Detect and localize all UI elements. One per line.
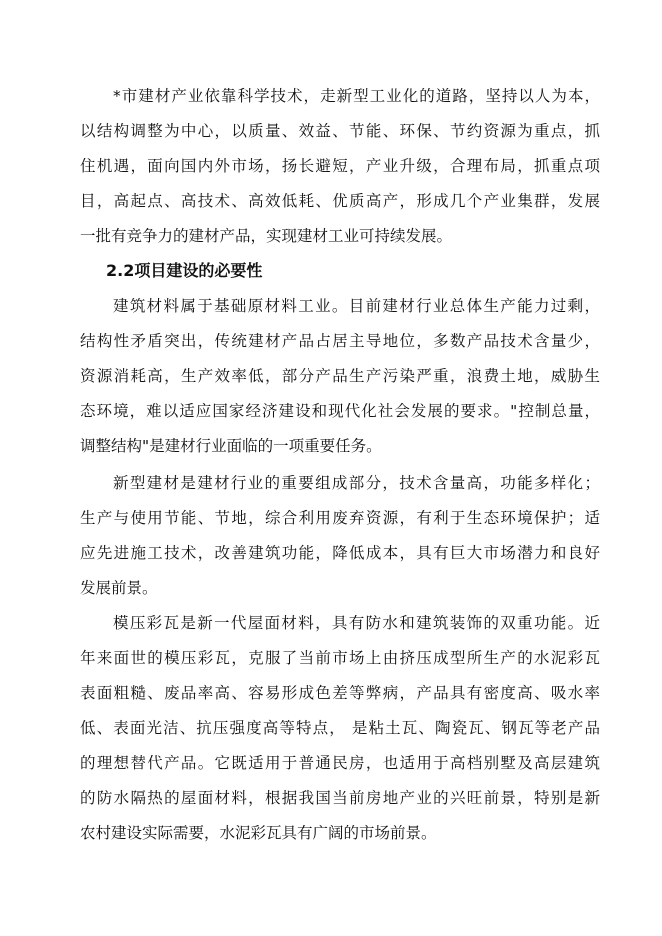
paragraph-3-line-2: 生产与使用节能、节地，综合利用废弃资源，有利于生态环境保护；适 bbox=[80, 509, 600, 527]
paragraph-2-line-4: 态环境，难以适应国家经济建设和现代化社会发展的要求。"控制总量， bbox=[80, 402, 600, 420]
paragraph-1-line-1: *市建材产业依靠科学技术，走新型工业化的道路，坚持以人为本， bbox=[113, 87, 600, 105]
paragraph-1-line-5: 一批有竞争力的建材产品，实现建材工业可持续发展。 bbox=[80, 227, 453, 245]
section-heading: 2.2项目建设的必要性 bbox=[106, 261, 263, 280]
paragraph-4-line-1: 模压彩瓦是新一代屋面材料，具有防水和建筑装饰的双重功能。近 bbox=[113, 614, 600, 632]
paragraph-1-line-3: 住机遇，面向国内外市场，扬长避短，产业升级，合理布局，抓重点项 bbox=[80, 157, 600, 175]
paragraph-1-line-2: 以结构调整为中心，以质量、效益、节能、环保、节约资源为重点，抓 bbox=[80, 122, 600, 140]
paragraph-4-line-7: 农村建设实际需要，水泥彩瓦具有广阔的市场前景。 bbox=[80, 824, 437, 842]
paragraph-1-line-4: 目，高起点、高技术、高效低耗、优质高产，形成几个产业集群，发展 bbox=[80, 192, 600, 210]
paragraph-2-line-3: 资源消耗高，生产效率低，部分产品生产污染严重，浪费土地，威胁生 bbox=[80, 367, 600, 385]
paragraph-4-line-6: 的防水隔热的屋面材料，根据我国当前房地产业的兴旺前景，特别是新 bbox=[80, 789, 600, 807]
paragraph-3-line-1: 新型建材是建材行业的重要组成部分，技术含量高，功能多样化； bbox=[113, 474, 600, 492]
paragraph-3-line-3: 应先进施工技术，改善建筑功能，降低成本，具有巨大市场潜力和良好 bbox=[80, 544, 600, 562]
paragraph-4-line-3: 表面粗糙、废品率高、容易形成色差等弊病，产品具有密度高、吸水率 bbox=[80, 684, 600, 702]
paragraph-4-line-4: 低、表面光洁、抗压强度高等特点， 是粘土瓦、陶瓷瓦、钢瓦等老产品 bbox=[80, 719, 600, 737]
paragraph-2-line-1: 建筑材料属于基础原材料工业。目前建材行业总体生产能力过剩， bbox=[113, 297, 600, 315]
paragraph-2-line-5: 调整结构"是建材行业面临的一项重要任务。 bbox=[80, 437, 382, 455]
paragraph-4-line-2: 年来面世的模压彩瓦，克服了当前市场上由挤压成型所生产的水泥彩瓦 bbox=[80, 649, 600, 667]
paragraph-2-line-2: 结构性矛盾突出，传统建材产品占居主导地位，多数产品技术含量少， bbox=[80, 332, 600, 350]
paragraph-3-line-4: 发展前景。 bbox=[80, 579, 158, 597]
paragraph-4-line-5: 的理想替代产品。它既适用于普通民房，也适用于高档别墅及高层建筑 bbox=[80, 754, 600, 772]
